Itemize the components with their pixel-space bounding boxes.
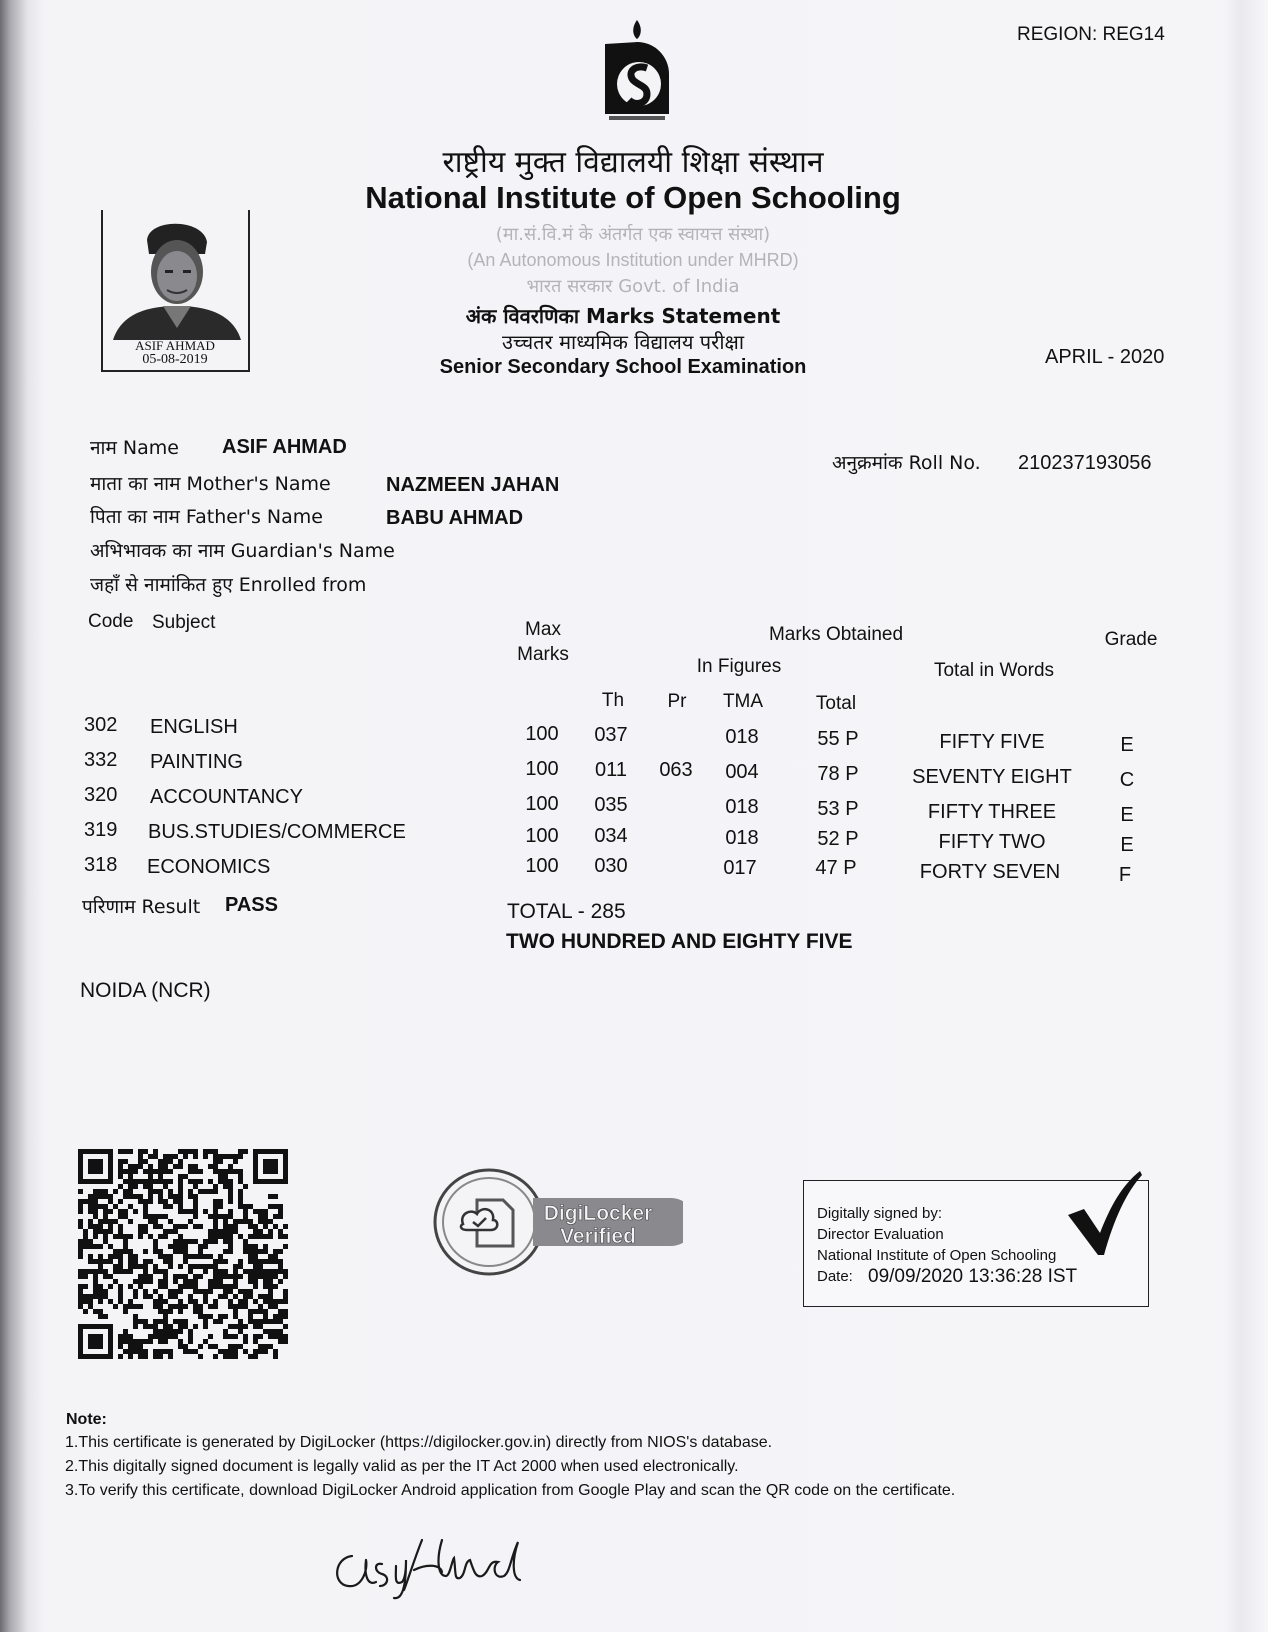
student-photo	[101, 210, 250, 372]
table-row	[0, 714, 1268, 756]
header-marks-obtained: Marks Obtained	[768, 624, 904, 645]
signed-by-label: Digitally signed by:	[817, 1205, 943, 1222]
row-code: 319	[84, 819, 118, 841]
row-grade: E	[1120, 834, 1134, 856]
roll-no: 210237193056	[1018, 452, 1152, 474]
row-th: 011	[595, 759, 627, 781]
row-words: FIFTY FIVE	[939, 731, 1045, 753]
row-words: FIFTY THREE	[927, 801, 1057, 823]
exam-name-hindi: उच्चतर माध्यमिक विद्यालय परीक्षा	[501, 330, 745, 354]
row-subject: ACCOUNTANCY	[150, 786, 303, 808]
student-photo-image	[103, 210, 248, 340]
table-row	[0, 784, 1268, 826]
note-title: Note:	[66, 1411, 107, 1428]
photo-caption-name: ASIF AHMAD	[135, 338, 215, 353]
badge-line1: DigiLocker	[543, 1202, 653, 1225]
row-code: 332	[84, 749, 118, 771]
qr-code[interactable]	[78, 1149, 288, 1359]
qr-code-icon	[78, 1149, 288, 1359]
row-grade: E	[1120, 734, 1134, 756]
header-tma: TMA	[722, 691, 764, 712]
result-label: परिणाम Result	[82, 896, 201, 918]
row-words: SEVENTY EIGHT	[912, 766, 1072, 788]
header-th: Th	[601, 690, 625, 711]
header-in-figures: In Figures	[696, 656, 782, 677]
autonomous-hindi: (मा.सं.वि.मं के अंतर्गत एक स्वायत्त संस्था)	[495, 224, 771, 245]
row-th: 035	[594, 794, 628, 816]
badge-line2: Verified	[560, 1225, 636, 1248]
row-total: 53 P	[817, 798, 859, 820]
row-code: 318	[84, 854, 118, 876]
mother-name: NAZMEEN JAHAN	[386, 474, 560, 496]
row-total: 78 P	[817, 763, 859, 785]
checkmark-icon	[1064, 1169, 1144, 1261]
digilocker-verified-badge	[433, 1168, 683, 1276]
row-subject: ENGLISH	[150, 716, 238, 738]
header-total: Total	[815, 693, 857, 714]
table-row	[0, 854, 1268, 884]
result-value: PASS	[225, 894, 278, 916]
row-subject: PAINTING	[150, 751, 243, 773]
row-max: 100	[525, 758, 559, 780]
row-total: 47 P	[815, 857, 857, 879]
row-tma: 018	[725, 796, 759, 818]
row-code: 320	[84, 784, 118, 806]
row-th: 034	[594, 825, 628, 847]
row-max: 100	[525, 723, 559, 745]
header-pr: Pr	[667, 691, 687, 712]
row-max: 100	[525, 825, 559, 847]
header-code: Code	[88, 611, 134, 632]
enrolled-from-label: जहाँ से नामांकित हुए Enrolled from	[90, 574, 367, 596]
row-tma: 018	[725, 827, 759, 849]
row-grade: C	[1119, 769, 1135, 791]
father-name-label: पिता का नाम Father's Name	[90, 506, 323, 528]
row-th: 030	[594, 855, 628, 877]
exam-session: APRIL - 2020	[1045, 346, 1165, 368]
header-grade: Grade	[1104, 629, 1158, 650]
row-tma: 017	[723, 857, 757, 879]
photo-caption-date: 05-08-2019	[142, 352, 208, 367]
region-code: REGION: REG14	[1017, 24, 1165, 45]
header-subject: Subject	[152, 612, 216, 633]
note-line-3: 3.To verify this certificate, download DigiLocker Android application from Google Play and scan the QR code on the certificate.	[65, 1482, 956, 1499]
row-th: 037	[594, 724, 628, 746]
row-max: 100	[525, 793, 559, 815]
row-total: 55 P	[817, 728, 859, 750]
row-pr: 063	[659, 759, 693, 781]
header-total-words: Total in Words	[933, 660, 1055, 681]
institute-name-hindi: राष्ट्रीय मुक्त विद्यालयी शिक्षा संस्थान	[442, 145, 824, 180]
row-subject: ECONOMICS	[147, 856, 271, 878]
grand-total-words: TWO HUNDRED AND EIGHTY FIVE	[506, 930, 853, 953]
row-total: 52 P	[817, 828, 859, 850]
header-max-marks-1: Max	[525, 619, 561, 640]
note-line-1: 1.This certificate is generated by DigiLocker (https://digilocker.gov.in) directly from NIOS's database.	[65, 1434, 773, 1451]
row-words: FORTY SEVEN	[919, 861, 1061, 883]
study-centre: NOIDA (NCR)	[80, 979, 211, 1002]
digital-signature-box	[803, 1180, 1149, 1307]
exam-name: Senior Secondary School Examination	[439, 356, 807, 378]
table-row	[0, 819, 1268, 856]
row-words: FIFTY TWO	[938, 831, 1046, 853]
grand-total: TOTAL - 285	[507, 900, 626, 923]
signer-org: National Institute of Open Schooling	[817, 1247, 1057, 1264]
signer-title: Director Evaluation	[817, 1226, 944, 1243]
nios-logo-icon	[595, 14, 680, 126]
row-code: 302	[84, 714, 118, 736]
header-max-marks-2: Marks	[517, 644, 569, 665]
row-grade: E	[1120, 804, 1134, 826]
table-row	[0, 749, 1268, 791]
handwritten-signature	[322, 1500, 552, 1600]
guardian-name-label: अभिभावक का नाम Guardian's Name	[90, 540, 395, 562]
student-name: ASIF AHMAD	[222, 436, 347, 458]
mother-name-label: माता का नाम Mother's Name	[90, 473, 331, 495]
institute-name: National Institute of Open Schooling	[365, 180, 901, 215]
roll-no-label: अनुक्रमांक Roll No.	[832, 452, 981, 474]
marks-statement-title: अंक विवरणिका Marks Statement	[465, 304, 781, 328]
govt-of-india: भारत सरकार Govt. of India	[526, 276, 740, 297]
row-tma: 018	[725, 726, 759, 748]
signature-date-label: Date:	[817, 1268, 853, 1285]
autonomous-english: (An Autonomous Institution under MHRD)	[467, 250, 799, 270]
note-line-2: 2.This digitally signed document is legally valid as per the IT Act 2000 when used electronically.	[65, 1458, 739, 1475]
row-grade: F	[1118, 864, 1132, 886]
signature-date: 09/09/2020 13:36:28 IST	[868, 1266, 1078, 1287]
row-tma: 004	[725, 761, 759, 783]
row-subject: BUS.STUDIES/COMMERCE	[148, 821, 406, 843]
row-max: 100	[525, 855, 559, 877]
name-label: नाम Name	[90, 437, 179, 459]
father-name: BABU AHMAD	[386, 507, 524, 529]
